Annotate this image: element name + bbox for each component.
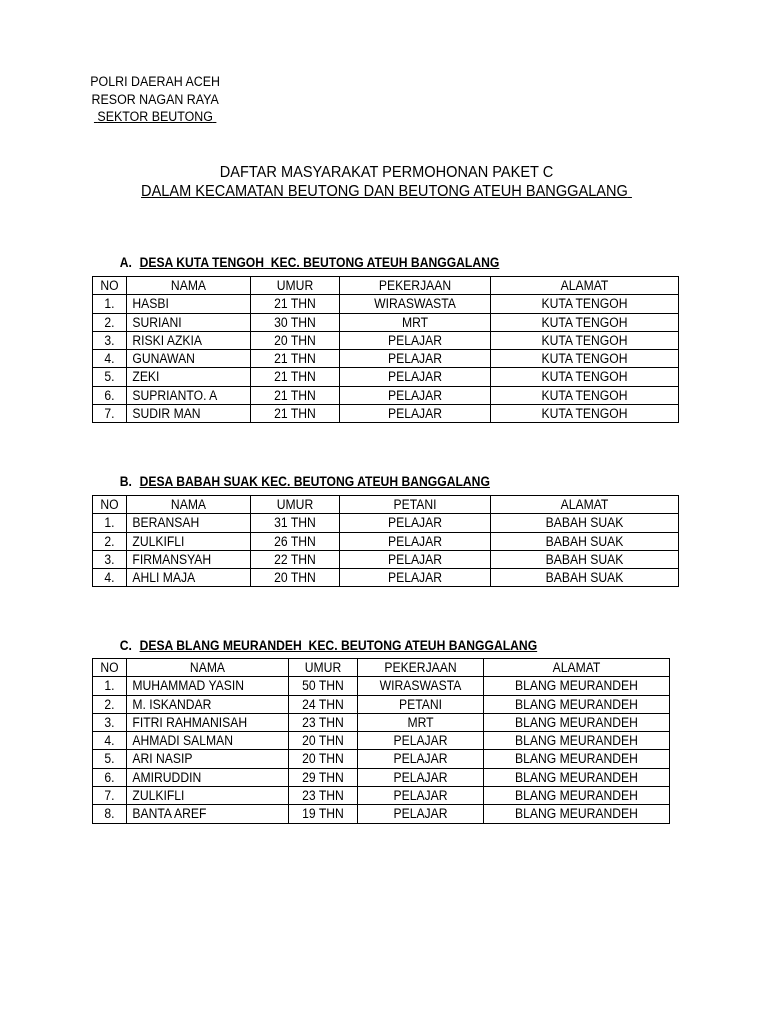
cell-alamat: BABAH SUAK	[491, 550, 679, 568]
cell-nama: ARI NASIP	[127, 750, 289, 768]
column-header-umur: UMUR	[251, 496, 340, 514]
cell-alamat: KUTA TENGOH	[491, 350, 679, 368]
cell-no: 4.	[93, 569, 127, 587]
table-row	[93, 732, 670, 750]
cell-pekerjaan: PELAJAR	[340, 405, 491, 423]
cell-pekerjaan: PELAJAR	[340, 514, 491, 532]
cell-nama: AHMADI SALMAN	[127, 732, 289, 750]
cell-nama: M. ISKANDAR	[127, 695, 289, 713]
cell-no: 3.	[93, 550, 127, 568]
table-row	[93, 695, 670, 713]
cell-umur: 23 THN	[289, 787, 358, 805]
column-header-no: NO	[93, 659, 127, 677]
cell-nama: AMIRUDDIN	[127, 768, 289, 786]
cell-umur: 23 THN	[289, 713, 358, 731]
table-row	[93, 295, 679, 313]
cell-umur: 21 THN	[251, 350, 340, 368]
cell-pekerjaan: PELAJAR	[358, 768, 484, 786]
table-row	[93, 405, 679, 423]
table-row	[93, 368, 679, 386]
cell-umur: 21 THN	[251, 405, 340, 423]
column-header-no: NO	[93, 277, 127, 295]
cell-umur: 21 THN	[251, 295, 340, 313]
cell-nama: ZULKIFLI	[127, 532, 251, 550]
table-row	[93, 514, 679, 532]
cell-no: 7.	[93, 405, 127, 423]
cell-no: 4.	[93, 732, 127, 750]
cell-no: 2.	[93, 532, 127, 550]
cell-alamat: KUTA TENGOH	[491, 331, 679, 349]
cell-no: 2.	[93, 313, 127, 331]
cell-umur: 19 THN	[289, 805, 358, 823]
column-header-nama: NAMA	[127, 496, 251, 514]
cell-pekerjaan: PELAJAR	[358, 805, 484, 823]
cell-nama: SURIANI	[127, 313, 251, 331]
cell-alamat: BLANG MEURANDEH	[484, 750, 670, 768]
column-header-umur: UMUR	[251, 277, 340, 295]
cell-alamat: BLANG MEURANDEH	[484, 732, 670, 750]
cell-pekerjaan: PELAJAR	[340, 532, 491, 550]
table-row	[93, 713, 670, 731]
table-header-row	[93, 659, 670, 677]
column-header-alamat: ALAMAT	[491, 277, 679, 295]
cell-alamat: BABAH SUAK	[491, 569, 679, 587]
cell-no: 8.	[93, 805, 127, 823]
column-header-pekerjaan: PETANI	[340, 496, 491, 514]
table-row	[93, 805, 670, 823]
cell-umur: 21 THN	[251, 368, 340, 386]
cell-umur: 20 THN	[251, 331, 340, 349]
cell-nama: FITRI RAHMANISAH	[127, 713, 289, 731]
cell-nama: HASBI	[127, 295, 251, 313]
org-line-1: POLRI DAERAH ACEH	[90, 74, 221, 89]
cell-no: 1.	[93, 514, 127, 532]
cell-pekerjaan: PELAJAR	[340, 368, 491, 386]
cell-nama: ZEKI	[127, 368, 251, 386]
cell-no: 7.	[93, 787, 127, 805]
cell-nama: AHLI MAJA	[127, 569, 251, 587]
column-header-pekerjaan: PEKERJAAN	[358, 659, 484, 677]
cell-alamat: BLANG MEURANDEH	[484, 805, 670, 823]
table-row	[93, 350, 679, 368]
section-letter: A.	[119, 255, 132, 270]
section-title: DESA KUTA TENGOH KEC. BEUTONG ATEUH BANGGALANG	[139, 255, 500, 270]
cell-nama: BANTA AREF	[127, 805, 289, 823]
column-header-alamat: ALAMAT	[484, 659, 670, 677]
cell-umur: 21 THN	[251, 386, 340, 404]
cell-umur: 20 THN	[289, 732, 358, 750]
cell-no: 3.	[93, 713, 127, 731]
document-title: DAFTAR MASYARAKAT PERMOHONAN PAKET C	[219, 164, 554, 181]
table-row	[93, 750, 670, 768]
table-row	[93, 677, 670, 695]
section-heading-a	[113, 240, 499, 270]
cell-alamat: BLANG MEURANDEH	[484, 713, 670, 731]
cell-pekerjaan: PELAJAR	[340, 331, 491, 349]
cell-nama: FIRMANSYAH	[127, 550, 251, 568]
cell-pekerjaan: PELAJAR	[340, 350, 491, 368]
cell-pekerjaan: PELAJAR	[358, 750, 484, 768]
cell-alamat: BABAH SUAK	[491, 514, 679, 532]
cell-no: 2.	[93, 695, 127, 713]
table-row	[93, 532, 679, 550]
org-line-3: SEKTOR BEUTONG	[97, 109, 213, 124]
cell-no: 5.	[93, 368, 127, 386]
cell-nama: MUHAMMAD YASIN	[127, 677, 289, 695]
cell-alamat: BLANG MEURANDEH	[484, 695, 670, 713]
column-header-no: NO	[93, 496, 127, 514]
cell-alamat: BLANG MEURANDEH	[484, 768, 670, 786]
section-title: DESA BLANG MEURANDEH KEC. BEUTONG ATEUH BANGGALANG	[139, 638, 538, 653]
cell-no: 4.	[93, 350, 127, 368]
section-heading-b	[113, 459, 490, 489]
cell-pekerjaan: MRT	[340, 313, 491, 331]
cell-no: 5.	[93, 750, 127, 768]
table-row	[93, 331, 679, 349]
organization-header	[88, 73, 222, 126]
table-row	[93, 386, 679, 404]
section-heading-c	[113, 623, 537, 653]
cell-pekerjaan: PELAJAR	[340, 569, 491, 587]
table-row	[93, 569, 679, 587]
cell-pekerjaan: PELAJAR	[340, 386, 491, 404]
column-header-nama: NAMA	[127, 277, 251, 295]
cell-nama: GUNAWAN	[127, 350, 251, 368]
cell-umur: 20 THN	[251, 569, 340, 587]
cell-pekerjaan: WIRASWASTA	[340, 295, 491, 313]
table-desa-blang-meurandeh	[92, 658, 670, 824]
cell-umur: 24 THN	[289, 695, 358, 713]
table-desa-kuta-tengoh	[92, 276, 679, 423]
column-header-nama: NAMA	[127, 659, 289, 677]
cell-no: 1.	[93, 677, 127, 695]
cell-no: 1.	[93, 295, 127, 313]
cell-umur: 20 THN	[289, 750, 358, 768]
cell-alamat: KUTA TENGOH	[491, 313, 679, 331]
cell-nama: ZULKIFLI	[127, 787, 289, 805]
cell-alamat: BLANG MEURANDEH	[484, 787, 670, 805]
cell-pekerjaan: PETANI	[358, 695, 484, 713]
document-subtitle: DALAM KECAMATAN BEUTONG DAN BEUTONG ATEUH BANGGALANG	[141, 183, 628, 200]
cell-pekerjaan: PELAJAR	[340, 550, 491, 568]
table-desa-babah-suak	[92, 495, 679, 587]
column-header-umur: UMUR	[289, 659, 358, 677]
cell-umur: 22 THN	[251, 550, 340, 568]
cell-alamat: BABAH SUAK	[491, 532, 679, 550]
cell-umur: 31 THN	[251, 514, 340, 532]
cell-nama: BERANSAH	[127, 514, 251, 532]
cell-nama: SUPRIANTO. A	[127, 386, 251, 404]
cell-alamat: KUTA TENGOH	[491, 295, 679, 313]
cell-umur: 29 THN	[289, 768, 358, 786]
cell-no: 3.	[93, 331, 127, 349]
section-title: DESA BABAH SUAK KEC. BEUTONG ATEUH BANGGALANG	[139, 474, 490, 489]
cell-pekerjaan: MRT	[358, 713, 484, 731]
cell-pekerjaan: PELAJAR	[358, 732, 484, 750]
cell-alamat: KUTA TENGOH	[491, 368, 679, 386]
table-header-row	[93, 277, 679, 295]
cell-alamat: KUTA TENGOH	[491, 405, 679, 423]
table-row	[93, 550, 679, 568]
table-row	[93, 313, 679, 331]
cell-no: 6.	[93, 768, 127, 786]
cell-pekerjaan: PELAJAR	[358, 787, 484, 805]
table-row	[93, 787, 670, 805]
cell-alamat: BLANG MEURANDEH	[484, 677, 670, 695]
section-letter: C.	[119, 638, 132, 653]
section-letter: B.	[119, 474, 132, 489]
cell-umur: 50 THN	[289, 677, 358, 695]
column-header-alamat: ALAMAT	[491, 496, 679, 514]
org-line-2: RESOR NAGAN RAYA	[91, 91, 219, 107]
cell-no: 6.	[93, 386, 127, 404]
table-header-row	[93, 496, 679, 514]
column-header-pekerjaan: PEKERJAAN	[340, 277, 491, 295]
cell-umur: 30 THN	[251, 313, 340, 331]
cell-nama: SUDIR MAN	[127, 405, 251, 423]
cell-nama: RISKI AZKIA	[127, 331, 251, 349]
cell-pekerjaan: WIRASWASTA	[358, 677, 484, 695]
cell-umur: 26 THN	[251, 532, 340, 550]
table-row	[93, 768, 670, 786]
cell-alamat: KUTA TENGOH	[491, 386, 679, 404]
